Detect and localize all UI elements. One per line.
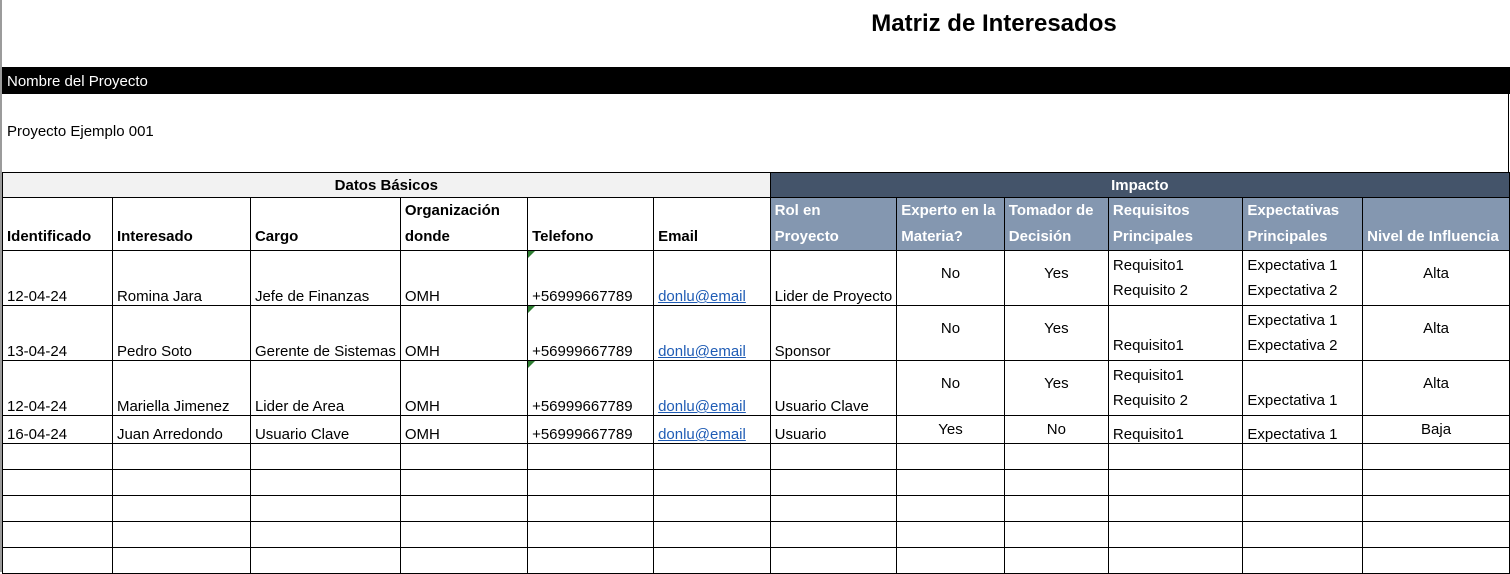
column-header-row: [3, 198, 1510, 251]
empty-cell[interactable]: [1363, 522, 1510, 548]
col-header-expectativas[interactable]: [1243, 198, 1363, 251]
cell-telefono[interactable]: [528, 251, 654, 306]
empty-cell[interactable]: [250, 548, 400, 574]
cell-email[interactable]: [654, 251, 771, 306]
cell-expectativas[interactable]: [1243, 361, 1363, 416]
cell-telefono[interactable]: [528, 361, 654, 416]
empty-cell[interactable]: [1108, 496, 1243, 522]
cell-requisitos[interactable]: [1108, 306, 1243, 361]
cell-organizacion[interactable]: OMH: [400, 251, 527, 306]
empty-cell[interactable]: [654, 444, 771, 470]
requisito-line: [1113, 309, 1239, 333]
empty-row: [3, 470, 1510, 496]
col-header-label: Email: [658, 228, 699, 245]
empty-cell[interactable]: [1108, 470, 1243, 496]
col-header-influencia[interactable]: [1363, 198, 1510, 251]
cell-interesado[interactable]: Romina Jara: [112, 251, 250, 306]
empty-cell[interactable]: [250, 470, 400, 496]
cell-requisitos[interactable]: [1108, 251, 1243, 306]
empty-cell[interactable]: [897, 496, 1005, 522]
group-datos-basicos[interactable]: Datos Básicos: [3, 173, 771, 198]
cell-influencia[interactable]: Alta: [1363, 361, 1510, 416]
col-header-cargo[interactable]: [250, 198, 400, 251]
empty-cell[interactable]: [1004, 522, 1108, 548]
comment-marker: [528, 306, 535, 313]
email-link[interactable]: donlu@email: [658, 426, 746, 443]
empty-cell[interactable]: [1243, 522, 1363, 548]
cell-interesado[interactable]: Pedro Soto: [112, 306, 250, 361]
empty-cell[interactable]: [112, 470, 250, 496]
col-header-label: Telefono: [532, 228, 594, 245]
expectativa-line: [1247, 364, 1358, 388]
col-header-identificado[interactable]: [3, 198, 113, 251]
col-header-label-2: Principales: [1247, 228, 1328, 245]
col-header-label-2: Principales: [1112, 228, 1193, 245]
empty-cell[interactable]: [528, 470, 654, 496]
empty-cell[interactable]: [1004, 444, 1108, 470]
project-label-bar[interactable]: Nombre del Proyecto: [2, 67, 1510, 94]
email-link[interactable]: donlu@email: [658, 398, 746, 415]
empty-cell[interactable]: [528, 496, 654, 522]
cell-organizacion[interactable]: OMH: [400, 361, 527, 416]
telefono-value: +56999667789: [532, 398, 633, 415]
cell-rol[interactable]: Sponsor: [770, 306, 897, 361]
empty-cell[interactable]: [1004, 548, 1108, 574]
col-header-label-2: donde: [404, 228, 450, 245]
empty-cell[interactable]: [112, 444, 250, 470]
cell-tomador[interactable]: No: [1004, 416, 1108, 444]
cell-requisitos[interactable]: [1108, 361, 1243, 416]
col-header-label-1: Experto en la: [901, 202, 996, 219]
cell-influencia[interactable]: Baja: [1363, 416, 1510, 444]
empty-cell[interactable]: [3, 470, 113, 496]
empty-cell[interactable]: [897, 548, 1005, 574]
col-header-label-1: Requisitos: [1112, 202, 1190, 219]
cell-tomador[interactable]: Yes: [1004, 361, 1108, 416]
cell-rol[interactable]: Usuario: [770, 416, 897, 444]
cell-fecha[interactable]: 12-04-24: [3, 361, 113, 416]
cell-telefono[interactable]: [528, 306, 654, 361]
empty-cell[interactable]: [897, 470, 1005, 496]
cell-cargo[interactable]: Gerente de Sistemas: [250, 306, 400, 361]
empty-cell[interactable]: [1108, 548, 1243, 574]
empty-cell[interactable]: [770, 444, 897, 470]
empty-cell[interactable]: [250, 522, 400, 548]
col-header-label: Interesado: [116, 228, 193, 245]
cell-email[interactable]: [654, 361, 771, 416]
expectativa-line: Expectativa 2: [1247, 337, 1338, 354]
empty-cell[interactable]: [770, 548, 897, 574]
empty-cell[interactable]: [1363, 444, 1510, 470]
stakeholder-table: [2, 172, 1510, 574]
cell-organizacion[interactable]: OMH: [400, 306, 527, 361]
cell-email[interactable]: [654, 416, 771, 444]
col-header-interesado[interactable]: [112, 198, 250, 251]
col-header-organizacion[interactable]: [400, 198, 527, 251]
telefono-value: +56999667789: [532, 343, 633, 360]
empty-row: [3, 444, 1510, 470]
empty-cell[interactable]: [1363, 496, 1510, 522]
empty-cell[interactable]: [3, 496, 113, 522]
col-header-label: Cargo: [254, 228, 299, 245]
requisito-line: Requisito 2: [1112, 282, 1188, 299]
cell-influencia[interactable]: Alta: [1363, 251, 1510, 306]
cell-rol[interactable]: Usuario Clave: [770, 361, 897, 416]
cell-influencia[interactable]: Alta: [1363, 306, 1510, 361]
cell-experto[interactable]: No: [897, 361, 1005, 416]
cell-tomador[interactable]: Yes: [1004, 306, 1108, 361]
empty-cell[interactable]: [654, 522, 771, 548]
empty-cell[interactable]: [250, 496, 400, 522]
project-name: Proyecto Ejemplo 001: [7, 123, 154, 140]
col-header-label: Identificado: [7, 228, 92, 245]
empty-cell[interactable]: [400, 470, 527, 496]
col-header-label-1: Organización: [404, 202, 500, 219]
empty-cell[interactable]: [250, 444, 400, 470]
empty-cell[interactable]: [528, 444, 654, 470]
col-header-requisitos[interactable]: [1108, 198, 1243, 251]
empty-cell[interactable]: [400, 522, 527, 548]
cell-telefono[interactable]: +56999667789: [528, 416, 654, 444]
empty-cell[interactable]: [528, 548, 654, 574]
empty-cell[interactable]: [3, 522, 113, 548]
requisito-line: Requisito1: [1112, 337, 1184, 354]
col-header-label-2: Materia?: [901, 228, 963, 245]
empty-cell[interactable]: [1004, 470, 1108, 496]
cell-requisitos[interactable]: Requisito1: [1108, 416, 1243, 444]
cell-expectativas[interactable]: [1243, 251, 1363, 306]
col-header-telefono[interactable]: [528, 198, 654, 251]
email-link[interactable]: donlu@email: [658, 288, 746, 305]
cell-expectativas[interactable]: Expectativa 1: [1243, 416, 1363, 444]
expectativa-line: Expectativa 1: [1247, 392, 1338, 409]
expectativa-line: Expectativa 1: [1247, 312, 1338, 329]
empty-cell[interactable]: [3, 444, 113, 470]
comment-marker: [528, 251, 535, 258]
empty-cell[interactable]: [400, 548, 527, 574]
empty-cell[interactable]: [400, 444, 527, 470]
cell-rol[interactable]: Lider de Proyecto: [770, 251, 897, 306]
cell-expectativas[interactable]: [1243, 306, 1363, 361]
cell-fecha[interactable]: 12-04-24: [3, 251, 113, 306]
empty-cell[interactable]: [770, 470, 897, 496]
empty-cell[interactable]: [1363, 548, 1510, 574]
empty-cell[interactable]: [770, 522, 897, 548]
empty-cell[interactable]: [112, 522, 250, 548]
col-header-experto[interactable]: [897, 198, 1005, 251]
empty-cell[interactable]: [1363, 470, 1510, 496]
comment-marker: [528, 361, 535, 368]
cell-tomador[interactable]: Yes: [1004, 251, 1108, 306]
empty-row: [3, 522, 1510, 548]
table-row: [3, 416, 1510, 444]
col-header-tomador[interactable]: [1004, 198, 1108, 251]
empty-row: [3, 496, 1510, 522]
cell-interesado[interactable]: Juan Arredondo: [112, 416, 250, 444]
expectativa-line: Expectativa 1: [1247, 257, 1338, 274]
cell-email[interactable]: [654, 306, 771, 361]
empty-cell[interactable]: [654, 470, 771, 496]
requisito-line: Requisito 2: [1112, 392, 1188, 409]
empty-cell[interactable]: [1243, 548, 1363, 574]
cell-cargo[interactable]: Jefe de Finanzas: [250, 251, 400, 306]
empty-cell[interactable]: [1243, 470, 1363, 496]
empty-cell[interactable]: [897, 444, 1005, 470]
cell-organizacion[interactable]: OMH: [400, 416, 527, 444]
empty-cell[interactable]: [1004, 496, 1108, 522]
empty-cell[interactable]: [1108, 444, 1243, 470]
requisito-line: Requisito1: [1112, 367, 1184, 384]
empty-row: [3, 548, 1510, 574]
cell-cargo[interactable]: Usuario Clave: [250, 416, 400, 444]
col-header-label-1: Tomador de: [1008, 202, 1094, 219]
cell-experto[interactable]: No: [897, 306, 1005, 361]
empty-cell[interactable]: [654, 496, 771, 522]
col-header-label-2: Decisión: [1008, 228, 1072, 245]
col-header-label-1: Expectativas: [1247, 202, 1340, 219]
cell-experto[interactable]: Yes: [897, 416, 1005, 444]
empty-cell[interactable]: [1243, 496, 1363, 522]
cell-experto[interactable]: No: [897, 251, 1005, 306]
table-row: [3, 251, 1510, 306]
telefono-value: +56999667789: [532, 288, 633, 305]
cell-fecha[interactable]: 16-04-24: [3, 416, 113, 444]
empty-cell[interactable]: [654, 548, 771, 574]
empty-cell[interactable]: [1243, 444, 1363, 470]
project-name-cell[interactable]: [2, 94, 1509, 172]
empty-cell[interactable]: [112, 496, 250, 522]
requisito-line: Requisito1: [1112, 257, 1184, 274]
empty-cell[interactable]: [897, 522, 1005, 548]
table-row: [3, 361, 1510, 416]
cell-cargo[interactable]: Lider de Area: [250, 361, 400, 416]
cell-interesado[interactable]: Mariella Jimenez: [112, 361, 250, 416]
empty-cell[interactable]: [400, 496, 527, 522]
col-header-email[interactable]: [654, 198, 771, 251]
group-impacto[interactable]: Impacto: [770, 173, 1509, 198]
sheet-title: Matriz de Interesados: [871, 10, 1117, 37]
col-header-label: Nivel de Influencia: [1367, 228, 1499, 245]
col-header-label-2: Proyecto: [774, 228, 839, 245]
col-header-rol[interactable]: [770, 198, 897, 251]
empty-cell[interactable]: [770, 496, 897, 522]
expectativa-line: Expectativa 2: [1247, 282, 1338, 299]
col-header-label-1: Rol en: [774, 202, 821, 219]
group-header-row: [3, 173, 1510, 198]
empty-cell[interactable]: [3, 548, 113, 574]
cell-fecha[interactable]: 13-04-24: [3, 306, 113, 361]
empty-cell[interactable]: [112, 548, 250, 574]
table-row: [3, 306, 1510, 361]
email-link[interactable]: donlu@email: [658, 343, 746, 360]
empty-cell[interactable]: [528, 522, 654, 548]
empty-cell[interactable]: [1108, 522, 1243, 548]
